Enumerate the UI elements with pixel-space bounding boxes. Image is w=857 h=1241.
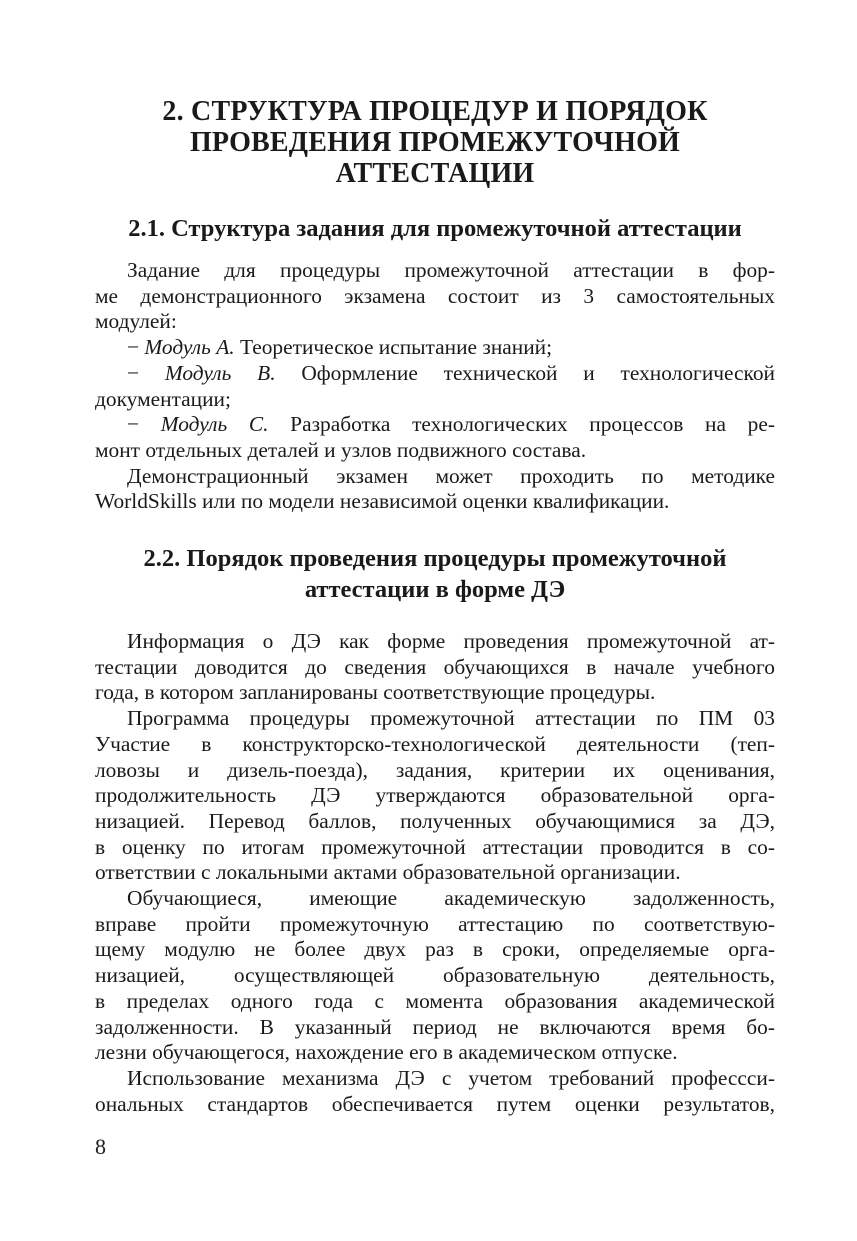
text-line (95, 284, 775, 310)
paragraph (95, 412, 775, 463)
line-text: документации; (95, 386, 231, 411)
line-text: Оформление технической и технологической (275, 360, 775, 385)
text-line (95, 464, 775, 490)
text-line (95, 937, 775, 963)
line-text: вправе пройти промежуточную аттестацию по соответствую- (95, 911, 775, 936)
paragraph (95, 361, 775, 412)
text-line (95, 629, 775, 655)
module-label: Модуль А. (144, 335, 235, 360)
text-line (95, 1066, 775, 1092)
line-text: года, в котором запланированы соответствующие процедуры. (95, 680, 656, 705)
text-line (95, 732, 775, 758)
chapter-title-line: АТТЕСТАЦИИ (335, 158, 535, 189)
line-text: WorldSkills или по модели независимой оценки квалификации. (95, 489, 670, 514)
text-line (95, 1015, 775, 1041)
module-label: Модуль С. (160, 412, 269, 437)
text-line (95, 963, 775, 989)
text-line (95, 886, 775, 912)
text-line (95, 912, 775, 938)
line-text: ловозы и дизель-поезда), задания, критерии их оценивания, (95, 757, 775, 782)
paragraph (95, 258, 775, 335)
section-1-title-line: 2.1. Структура задания для промежуточной аттестации (128, 215, 742, 242)
line-text: в оценку по итогам промежуточной аттестации проводится в со- (95, 834, 775, 859)
chapter-title-line: ПРОВЕДЕНИЯ ПРОМЕЖУТОЧНОЙ (189, 127, 681, 158)
line-text: Задание для процедуры промежуточной аттестации в фор- (127, 258, 775, 282)
text-line (95, 361, 775, 387)
text-line (95, 1092, 775, 1118)
page-number: 8 (95, 1134, 106, 1159)
line-text: низацией. Перевод баллов, полученных обучающимися за ДЭ, (95, 808, 775, 833)
list-dash: − (127, 360, 165, 385)
section-1-body (95, 258, 775, 515)
paragraph (95, 464, 775, 515)
text-line (95, 335, 775, 361)
section-1-title (95, 213, 775, 244)
text-line (95, 1040, 775, 1066)
chapter-title-line: 2. СТРУКТУРА ПРОЦЕДУР И ПОРЯДОК (162, 96, 708, 127)
text-line (95, 258, 775, 284)
line-text: щему модулю не более двух раз в сроки, определяемые орга- (95, 937, 775, 962)
line-text: низацией, осуществляющей образовательную деятельность, (95, 963, 775, 988)
list-dash: − (127, 412, 161, 437)
line-text: Обучающиеся, имеющие академическую задолженность, (127, 886, 775, 911)
line-text: Программа процедуры промежуточной аттестации по ПМ 03 (127, 706, 775, 731)
paragraph (95, 1066, 775, 1117)
line-text: продолжительность ДЭ утверждаются образовательной орга- (95, 783, 775, 808)
text-line (95, 706, 775, 732)
text-line (95, 412, 775, 438)
text-line (95, 680, 775, 706)
line-text: ответствии с локальными актами образовательной организации. (95, 860, 681, 885)
text-line (95, 309, 775, 335)
text-line (95, 387, 775, 413)
text-line (95, 809, 775, 835)
text-line (95, 783, 775, 809)
chapter-title (95, 96, 775, 189)
module-label: Модуль В. (164, 360, 276, 385)
line-text: монт отдельных деталей и узлов подвижного состава. (95, 437, 587, 462)
line-text: Использование механизма ДЭ с учетом требований профессси- (127, 1065, 775, 1090)
line-text: ме демонстрационного экзамена состоит из 3 самостоятельных (95, 283, 775, 308)
section-2-title-line: аттестации в форме ДЭ (304, 576, 566, 604)
page-content (95, 96, 775, 1117)
line-text: тестации доводится до сведения обучающихся в начале учебного (95, 654, 775, 679)
line-text: модулей: (95, 309, 177, 334)
list-dash: − (127, 335, 145, 360)
text-line (95, 835, 775, 861)
text-line (95, 489, 775, 515)
paragraph (95, 706, 775, 886)
line-text: Разработка технологических процессов на ре- (268, 412, 775, 437)
text-line (95, 758, 775, 784)
text-line (95, 438, 775, 464)
paragraph (95, 629, 775, 706)
line-text: Демонстрационный экзамен может проходить по методике (127, 463, 775, 488)
line-text: Участие в конструкторско-технологической деятельности (теп- (95, 731, 775, 756)
paragraph (95, 335, 775, 361)
line-text: Теоретическое испытание знаний; (234, 335, 553, 360)
section-2-title (95, 543, 775, 605)
section-2-title-line: 2.2. Порядок проведения процедуры промежуточной (143, 545, 727, 573)
text-line (95, 655, 775, 681)
line-text: в пределах одного года с момента образования академической (95, 988, 775, 1013)
line-text: лезни обучающегося, нахождение его в академическом отпуске. (95, 1040, 678, 1065)
line-text: ональных стандартов обеспечивается путем оценки результатов, (95, 1091, 775, 1116)
text-line (95, 989, 775, 1015)
line-text: задолженности. В указанный период не включаются время бо- (95, 1014, 775, 1039)
paragraph (95, 886, 775, 1066)
section-2-body (95, 629, 775, 1117)
text-line (95, 860, 775, 886)
line-text: Информация о ДЭ как форме проведения промежуточной ат- (127, 629, 775, 654)
